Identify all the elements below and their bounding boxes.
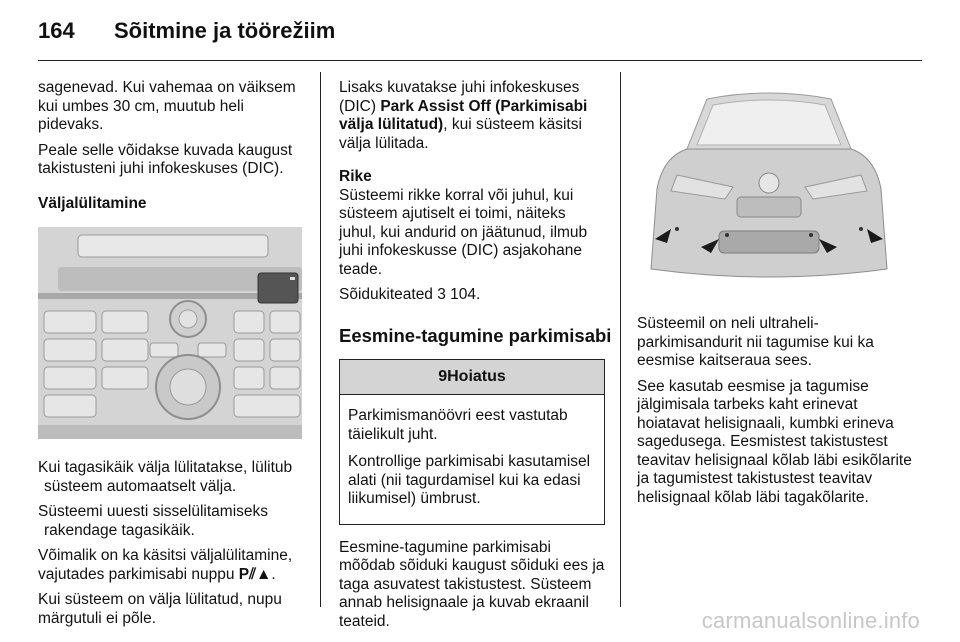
reference-text: Sõidukiteated [339,286,438,303]
car-front-illustration [637,79,901,293]
paragraph: Eesmine-tagumine parkimisabi mõõdab sõiduki kaugust sõiduki ees ja taga asuvatest takistustest. Süsteem annab helisignaale ja kuvab ekraanil teateid. [339,538,605,630]
paragraph [38,547,306,584]
paragraph: Süsteemil on neli ultraheli-parkimisandurit nii tagumise kui ka eesmise kaitseraua sees. [637,315,874,369]
paragraph: Kui tagasikäik välja lülitatakse, lülitub süsteem automaatselt välja. [38,459,293,495]
subheading-deactivation: Väljalülitamine [38,194,147,212]
warning-box [339,359,605,525]
warning-title: Hoiatus [447,367,506,385]
column-1 [38,79,306,635]
paragraph-text: Lisaks kuvatakse juhi infokeskuses (DIC) [339,79,580,115]
center-console-illustration [38,227,302,439]
paragraph-end: . [271,565,276,583]
column-divider-1 [320,72,321,607]
center-console-image [38,227,302,439]
paragraph: Peale selle võidakse kuvada kaugust takistusteni juhi infokeskuses (DIC). [38,141,293,177]
paragraph [339,79,605,153]
paragraph: Kui süsteem on välja lülitatud, nupu märgutuli ei põle. [38,591,282,627]
reference-page: 104. [445,286,481,303]
page-header [38,18,335,44]
section-heading: Eesmine-tagumine parkimisabi [339,324,612,346]
dic-message-name: Park Assist Off (Parkimisabi välja lülitatud) [339,97,588,133]
watermark: carmanualsonline.info [701,608,920,633]
header-rule [38,60,922,61]
column-divider-2 [620,72,621,607]
paragraph: See kasutab eesmise ja tagumise jälgimisala tarbeks kaht erinevat hoiatavat helisignaali, kumbki erineva sagedusega. Eesmistest takistustest teavitav helisignaal kõlab läbi esikõlarite ja tagumistest takistustest teavitav helisignaal kõlab läbi tagakõlarite. [637,377,912,506]
park-assist-icon: P⫽▲ [238,565,272,583]
paragraph-text: , kui süsteem käsitsi välja lülitada. [339,116,582,152]
cross-reference [339,286,605,305]
paragraph-text: Võimalik on ka käsitsi väljalülitamine, vajutades parkimisabi nuppu [38,547,293,583]
warning-header [340,360,604,395]
subheading-fault: Rike [339,168,372,185]
warning-body [340,395,604,524]
column-3 [637,79,922,514]
warning-icon: 9 [438,367,448,385]
page-reference-icon: 3 [437,286,446,303]
car-front-sensors-image [637,79,901,293]
warning-text: Kontrollige parkimisabi kasutamisel alati (nii tagurdamisel kui ka edasi liikumisel) ümbrust. [348,453,591,507]
paragraph: Süsteemi uuesti sisselülitamiseks rakendage tagasikäik. [38,503,269,539]
page-title: Sõitmine ja töörežiim [114,18,336,43]
paragraph: Süsteemi rikke korral või juhul, kui süsteem ajutiselt ei toimi, näiteks juhul, kui andurid on jäätunud, ilmub juhi infokeskusse (DIC) asjakohane teade. [339,186,588,278]
warning-text: Parkimismanöövri eest vastutab täielikult juht. [348,407,568,443]
paragraph: sagenevad. Kui vahemaa on väiksem kui umbes 30 cm, muutub heli pidevaks. [38,79,296,133]
page-number: 164 [38,18,75,43]
column-2 [339,79,612,638]
